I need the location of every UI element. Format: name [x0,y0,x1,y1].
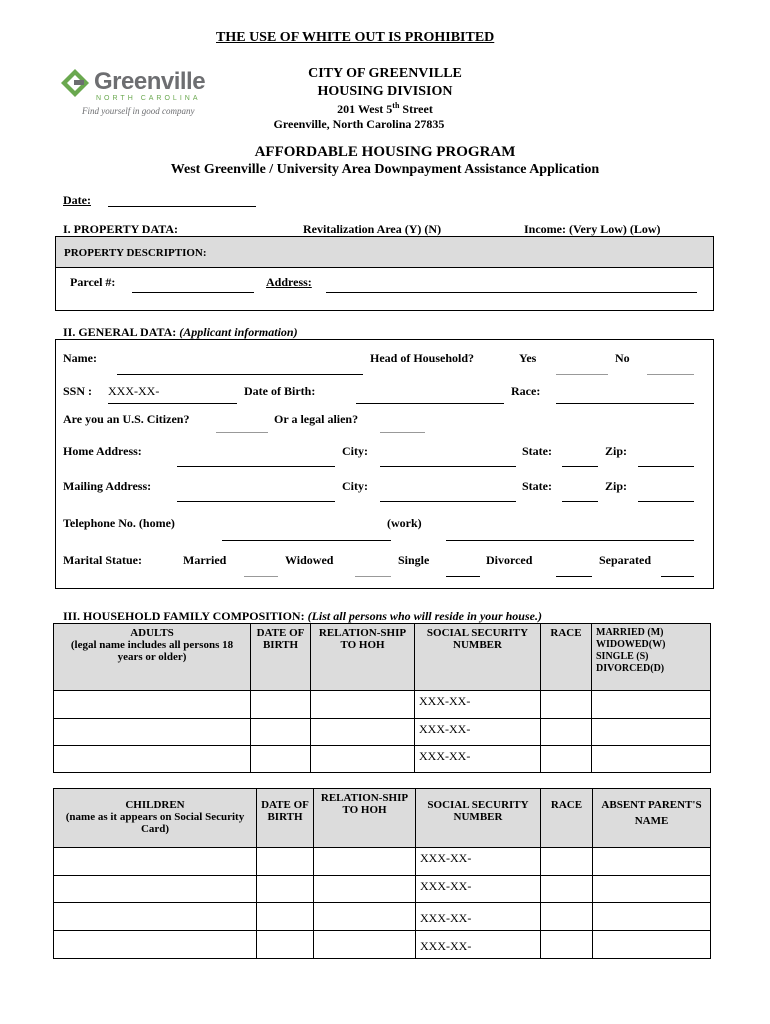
adults-col-relationship: RELATION-SHIP TO HOH [311,624,415,691]
widowed-label: Widowed [285,553,334,567]
mailing-address-label: Mailing Address: [63,479,152,493]
mailing-zip-field[interactable] [638,501,694,502]
address-field[interactable] [326,292,697,293]
dob-label: Date of Birth: [244,384,316,398]
ssn-prefix: XXX-XX- [108,384,160,398]
children-col-dob: DATE OF BIRTH [257,789,314,848]
children-col-absent-parent: ABSENT PARENT'S NAME [593,789,711,848]
children-col-race: RACE [541,789,593,848]
adults-table [53,623,711,773]
race-field[interactable] [556,403,694,404]
logo-sub: NORTH CAROLINA [96,95,201,102]
program-subtitle: West Greenville / University Area Downpayment Assistance Application [170,162,600,177]
ssn-field[interactable] [108,403,237,404]
property-box [55,236,714,311]
mailing-state-field[interactable] [562,501,598,502]
name-label: Name: [63,351,97,365]
table-row[interactable]: XXX-XX- [54,691,711,719]
program-title: AFFORDABLE HOUSING PROGRAM [254,144,516,160]
table-row[interactable]: XXX-XX- [54,876,711,903]
property-desc-label: PROPERTY DESCRIPTION: [64,247,207,259]
date-field[interactable] [108,206,256,207]
mailing-city-field[interactable] [380,501,516,502]
phone-work-label: (work) [387,516,422,530]
children-col-name: CHILDREN (name as it appears on Social Security Card) [54,789,257,848]
adults-col-ssn: SOCIAL SECURITY NUMBER [415,624,541,691]
table-row[interactable]: XXX-XX- [54,931,711,959]
adults-col-marital: MARRIED (M) WIDOWED(W) SINGLE (S) DIVORCED(D) [592,624,711,691]
phone-home-label: Telephone No. (home) [63,516,175,530]
table-row[interactable]: XXX-XX- [54,746,711,773]
table-row[interactable]: XXX-XX- [54,903,711,931]
hoh-no-field[interactable] [647,374,694,375]
children-col-ssn: SOCIAL SECURITY NUMBER [416,789,541,848]
head-of-household-label: Head of Household? [370,351,475,365]
mailing-zip-label: Zip: [605,479,628,493]
city-title: CITY OF GREENVILLE [308,66,462,81]
home-zip-label: Zip: [605,444,628,458]
hoh-no-label: No [615,351,630,365]
street-address: 201 West 5th Street [337,101,433,116]
city-state: Greenville, North Carolina 27835 [273,117,445,131]
adults-col-dob: DATE OF BIRTH [251,624,311,691]
phone-work-field[interactable] [446,540,694,541]
single-label: Single [398,553,430,567]
adults-col-race: RACE [541,624,592,691]
mailing-city-label: City: [342,479,368,493]
logo-name: Greenville [94,68,206,95]
revitalization-area[interactable]: Revitalization Area (Y) (N) [303,222,442,236]
alien-field[interactable] [380,432,425,433]
race-label: Race: [511,384,541,398]
adults-col-name: ADULTS (legal name includes all persons 18 years or older) [54,624,251,691]
property-desc-header [56,237,713,268]
date-label: Date: [63,193,91,207]
citizen-label: Are you an U.S. Citizen? [63,412,190,426]
home-zip-field[interactable] [638,466,694,467]
marital-label: Marital Statue: [63,553,142,567]
section3-title: III. HOUSEHOLD FAMILY COMPOSITION: (List all persons who will reside in your house.) [63,609,542,623]
mailing-address-field[interactable] [177,501,335,502]
married-label: Married [183,553,227,567]
adults-header-row [54,624,711,691]
home-state-field[interactable] [562,466,598,467]
separated-label: Separated [599,553,651,567]
table-row[interactable]: XXX-XX- [54,719,711,746]
citizen-field[interactable] [216,432,268,433]
section2-title: II. GENERAL DATA: (Applicant information) [63,325,298,339]
name-field[interactable] [117,374,363,375]
children-table [53,788,711,959]
hoh-yes-label: Yes [519,351,537,365]
parcel-field[interactable] [132,292,254,293]
married-field[interactable] [244,576,278,577]
alien-label: Or a legal alien? [274,412,359,426]
home-city-label: City: [342,444,368,458]
children-col-relationship: RELATION-SHIP TO HOH [314,789,416,848]
phone-home-field[interactable] [222,540,391,541]
table-row[interactable]: XXX-XX- [54,848,711,876]
address-label: Address: [266,275,312,289]
home-address-field[interactable] [177,466,335,467]
parcel-label: Parcel #: [70,275,116,289]
income-level[interactable]: Income: (Very Low) (Low) [524,222,661,236]
widowed-field[interactable] [355,576,391,577]
divorced-label: Divorced [486,553,533,567]
notice-heading: THE USE OF WHITE OUT IS PROHIBITED [216,30,495,45]
divorced-field[interactable] [556,576,592,577]
ssn-label: SSN : [63,384,93,398]
single-field[interactable] [446,576,480,577]
dob-field[interactable] [356,403,504,404]
home-state-label: State: [522,444,552,458]
division-title: HOUSING DIVISION [317,84,453,99]
mailing-state-label: State: [522,479,552,493]
hoh-yes-field[interactable] [556,374,608,375]
separated-field[interactable] [661,576,694,577]
home-address-label: Home Address: [63,444,142,458]
logo-tagline: Find yourself in good company [82,106,195,116]
general-data-box [55,339,714,589]
children-header-row [54,789,711,848]
section1-title: I. PROPERTY DATA: [63,222,179,236]
home-city-field[interactable] [380,466,516,467]
